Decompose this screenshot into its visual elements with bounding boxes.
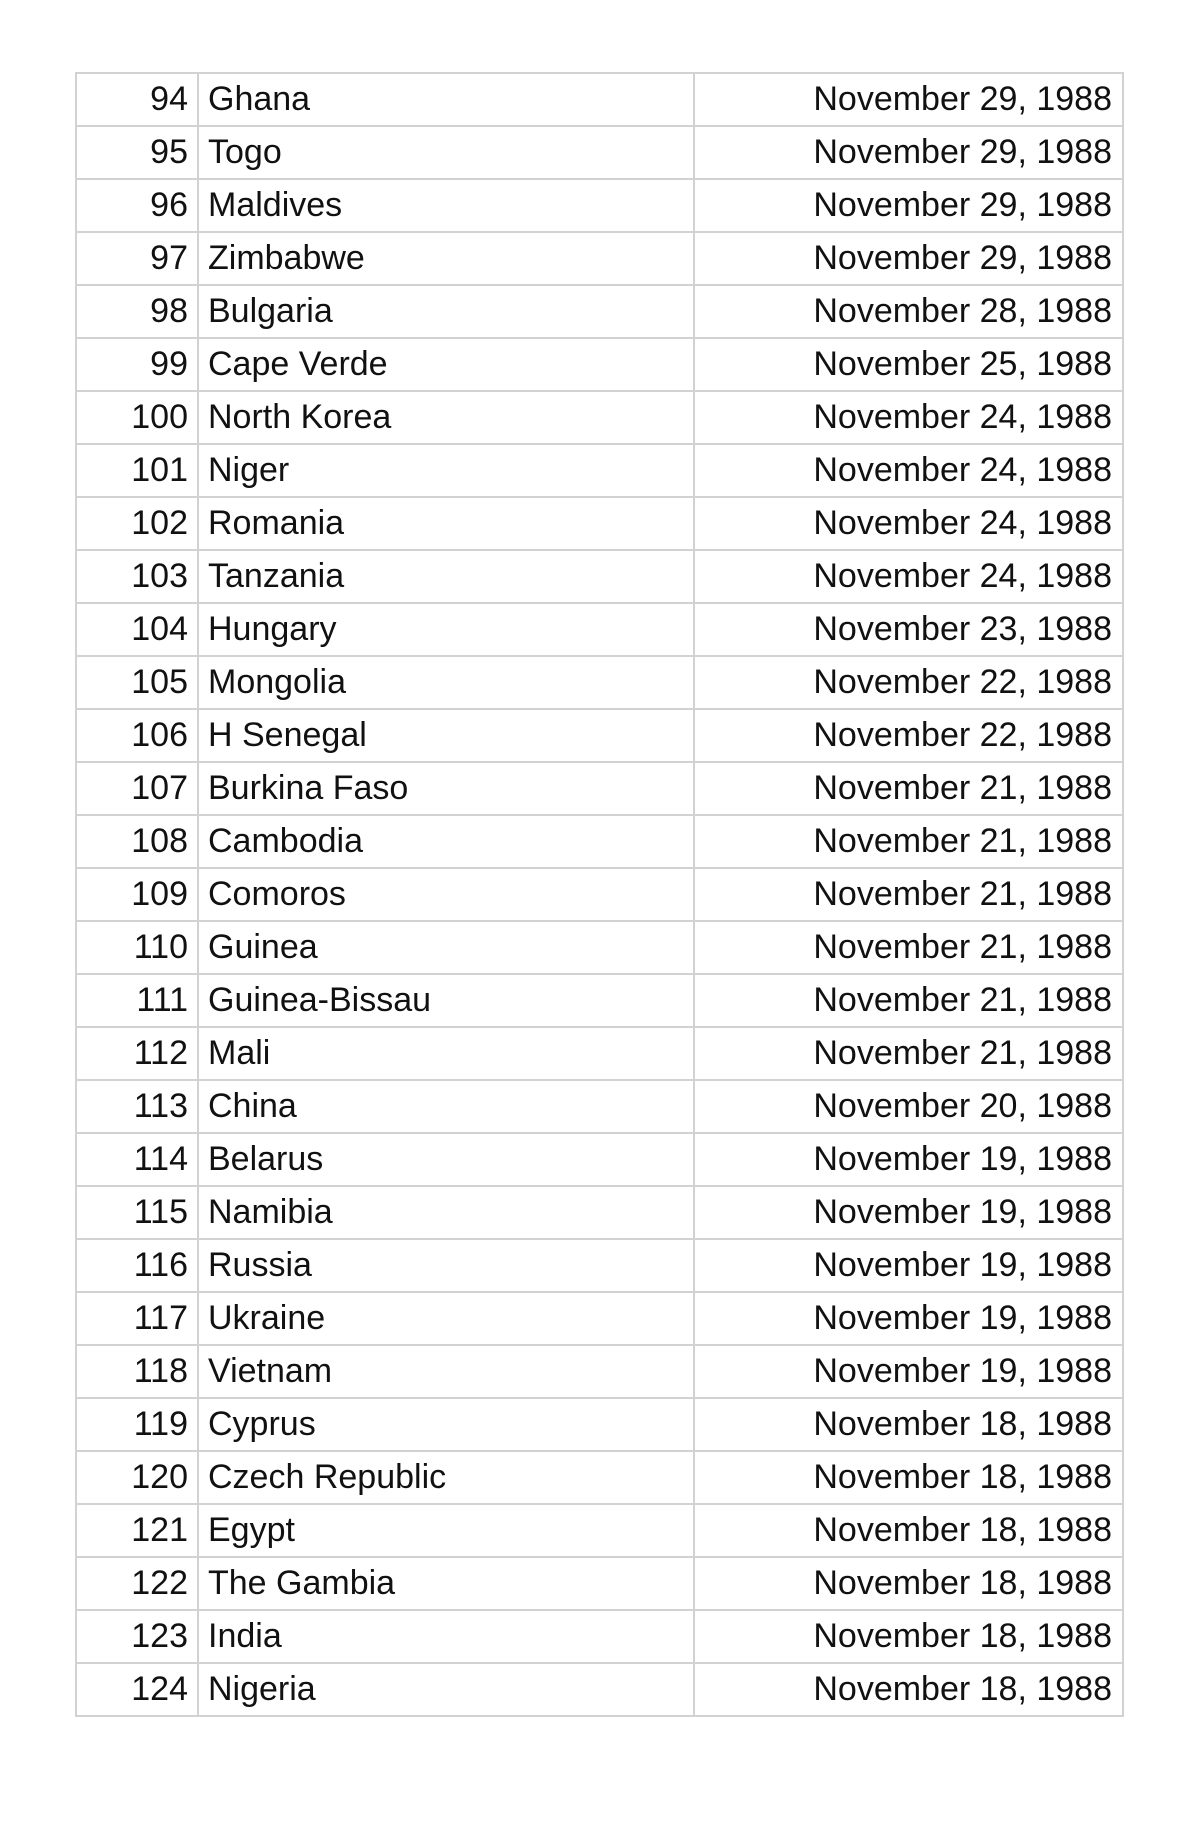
date-cell: November 19, 1988 [694, 1292, 1123, 1345]
row-number-cell: 101 [76, 444, 198, 497]
country-name-cell: Guinea [198, 921, 694, 974]
table-row [76, 868, 1123, 921]
table-row [76, 974, 1123, 1027]
country-name-cell: Comoros [198, 868, 694, 921]
table-row [76, 179, 1123, 232]
row-number-cell: 99 [76, 338, 198, 391]
table-row [76, 1080, 1123, 1133]
row-number-cell: 115 [76, 1186, 198, 1239]
date-cell: November 24, 1988 [694, 444, 1123, 497]
date-cell: November 20, 1988 [694, 1080, 1123, 1133]
table-row [76, 126, 1123, 179]
country-name-cell: Egypt [198, 1504, 694, 1557]
date-cell: November 21, 1988 [694, 815, 1123, 868]
table-row [76, 73, 1123, 126]
row-number-cell: 104 [76, 603, 198, 656]
row-number-cell: 119 [76, 1398, 198, 1451]
date-cell: November 18, 1988 [694, 1557, 1123, 1610]
country-name-cell: Burkina Faso [198, 762, 694, 815]
date-cell: November 19, 1988 [694, 1133, 1123, 1186]
table-row [76, 1663, 1123, 1716]
country-name-cell: Mongolia [198, 656, 694, 709]
row-number-cell: 95 [76, 126, 198, 179]
table-row [76, 1239, 1123, 1292]
date-cell: November 21, 1988 [694, 974, 1123, 1027]
date-cell: November 23, 1988 [694, 603, 1123, 656]
row-number-cell: 97 [76, 232, 198, 285]
row-number-cell: 105 [76, 656, 198, 709]
date-cell: November 21, 1988 [694, 762, 1123, 815]
country-name-cell: Togo [198, 126, 694, 179]
date-cell: November 29, 1988 [694, 126, 1123, 179]
table-row [76, 1398, 1123, 1451]
row-number-cell: 96 [76, 179, 198, 232]
country-name-cell: Czech Republic [198, 1451, 694, 1504]
table-row [76, 1345, 1123, 1398]
country-name-cell: Guinea-Bissau [198, 974, 694, 1027]
row-number-cell: 108 [76, 815, 198, 868]
recognition-table [75, 72, 1124, 1717]
table-row [76, 1292, 1123, 1345]
date-cell: November 18, 1988 [694, 1504, 1123, 1557]
row-number-cell: 118 [76, 1345, 198, 1398]
country-name-cell: Ghana [198, 73, 694, 126]
country-name-cell: Mali [198, 1027, 694, 1080]
row-number-cell: 117 [76, 1292, 198, 1345]
row-number-cell: 123 [76, 1610, 198, 1663]
table-row [76, 497, 1123, 550]
row-number-cell: 107 [76, 762, 198, 815]
table-row [76, 1186, 1123, 1239]
country-name-cell: Belarus [198, 1133, 694, 1186]
table-row [76, 1027, 1123, 1080]
row-number-cell: 106 [76, 709, 198, 762]
table-row [76, 656, 1123, 709]
row-number-cell: 100 [76, 391, 198, 444]
date-cell: November 18, 1988 [694, 1451, 1123, 1504]
date-cell: November 19, 1988 [694, 1345, 1123, 1398]
row-number-cell: 114 [76, 1133, 198, 1186]
date-cell: November 25, 1988 [694, 338, 1123, 391]
row-number-cell: 102 [76, 497, 198, 550]
table-row [76, 285, 1123, 338]
date-cell: November 29, 1988 [694, 232, 1123, 285]
date-cell: November 29, 1988 [694, 179, 1123, 232]
country-name-cell: Ukraine [198, 1292, 694, 1345]
country-name-cell: The Gambia [198, 1557, 694, 1610]
table-row [76, 232, 1123, 285]
row-number-cell: 98 [76, 285, 198, 338]
table-row [76, 391, 1123, 444]
table-row [76, 550, 1123, 603]
row-number-cell: 111 [76, 974, 198, 1027]
country-name-cell: Zimbabwe [198, 232, 694, 285]
date-cell: November 21, 1988 [694, 1027, 1123, 1080]
row-number-cell: 113 [76, 1080, 198, 1133]
date-cell: November 24, 1988 [694, 497, 1123, 550]
country-name-cell: India [198, 1610, 694, 1663]
country-name-cell: Nigeria [198, 1663, 694, 1716]
country-name-cell: Russia [198, 1239, 694, 1292]
table-row [76, 603, 1123, 656]
date-cell: November 21, 1988 [694, 868, 1123, 921]
country-name-cell: Romania [198, 497, 694, 550]
country-name-cell: Bulgaria [198, 285, 694, 338]
row-number-cell: 94 [76, 73, 198, 126]
date-cell: November 21, 1988 [694, 921, 1123, 974]
country-name-cell: Cambodia [198, 815, 694, 868]
date-cell: November 19, 1988 [694, 1186, 1123, 1239]
row-number-cell: 124 [76, 1663, 198, 1716]
date-cell: November 24, 1988 [694, 550, 1123, 603]
country-name-cell: North Korea [198, 391, 694, 444]
country-name-cell: Niger [198, 444, 694, 497]
date-cell: November 18, 1988 [694, 1663, 1123, 1716]
row-number-cell: 120 [76, 1451, 198, 1504]
table-row [76, 1504, 1123, 1557]
table-row [76, 338, 1123, 391]
date-cell: November 28, 1988 [694, 285, 1123, 338]
table-row [76, 921, 1123, 974]
date-cell: November 18, 1988 [694, 1398, 1123, 1451]
row-number-cell: 122 [76, 1557, 198, 1610]
country-name-cell: H Senegal [198, 709, 694, 762]
date-cell: November 18, 1988 [694, 1610, 1123, 1663]
row-number-cell: 110 [76, 921, 198, 974]
row-number-cell: 109 [76, 868, 198, 921]
table-row [76, 1133, 1123, 1186]
date-cell: November 24, 1988 [694, 391, 1123, 444]
date-cell: November 29, 1988 [694, 73, 1123, 126]
table-row [76, 762, 1123, 815]
country-name-cell: Maldives [198, 179, 694, 232]
date-cell: November 22, 1988 [694, 656, 1123, 709]
row-number-cell: 116 [76, 1239, 198, 1292]
date-cell: November 19, 1988 [694, 1239, 1123, 1292]
country-name-cell: Namibia [198, 1186, 694, 1239]
table-row [76, 709, 1123, 762]
country-name-cell: China [198, 1080, 694, 1133]
date-cell: November 22, 1988 [694, 709, 1123, 762]
row-number-cell: 112 [76, 1027, 198, 1080]
country-name-cell: Cyprus [198, 1398, 694, 1451]
table-row [76, 1451, 1123, 1504]
country-name-cell: Tanzania [198, 550, 694, 603]
row-number-cell: 121 [76, 1504, 198, 1557]
table-row [76, 815, 1123, 868]
table-row [76, 444, 1123, 497]
table-row [76, 1557, 1123, 1610]
country-name-cell: Vietnam [198, 1345, 694, 1398]
table-row [76, 1610, 1123, 1663]
row-number-cell: 103 [76, 550, 198, 603]
table-body [76, 73, 1123, 1716]
country-name-cell: Cape Verde [198, 338, 694, 391]
country-name-cell: Hungary [198, 603, 694, 656]
